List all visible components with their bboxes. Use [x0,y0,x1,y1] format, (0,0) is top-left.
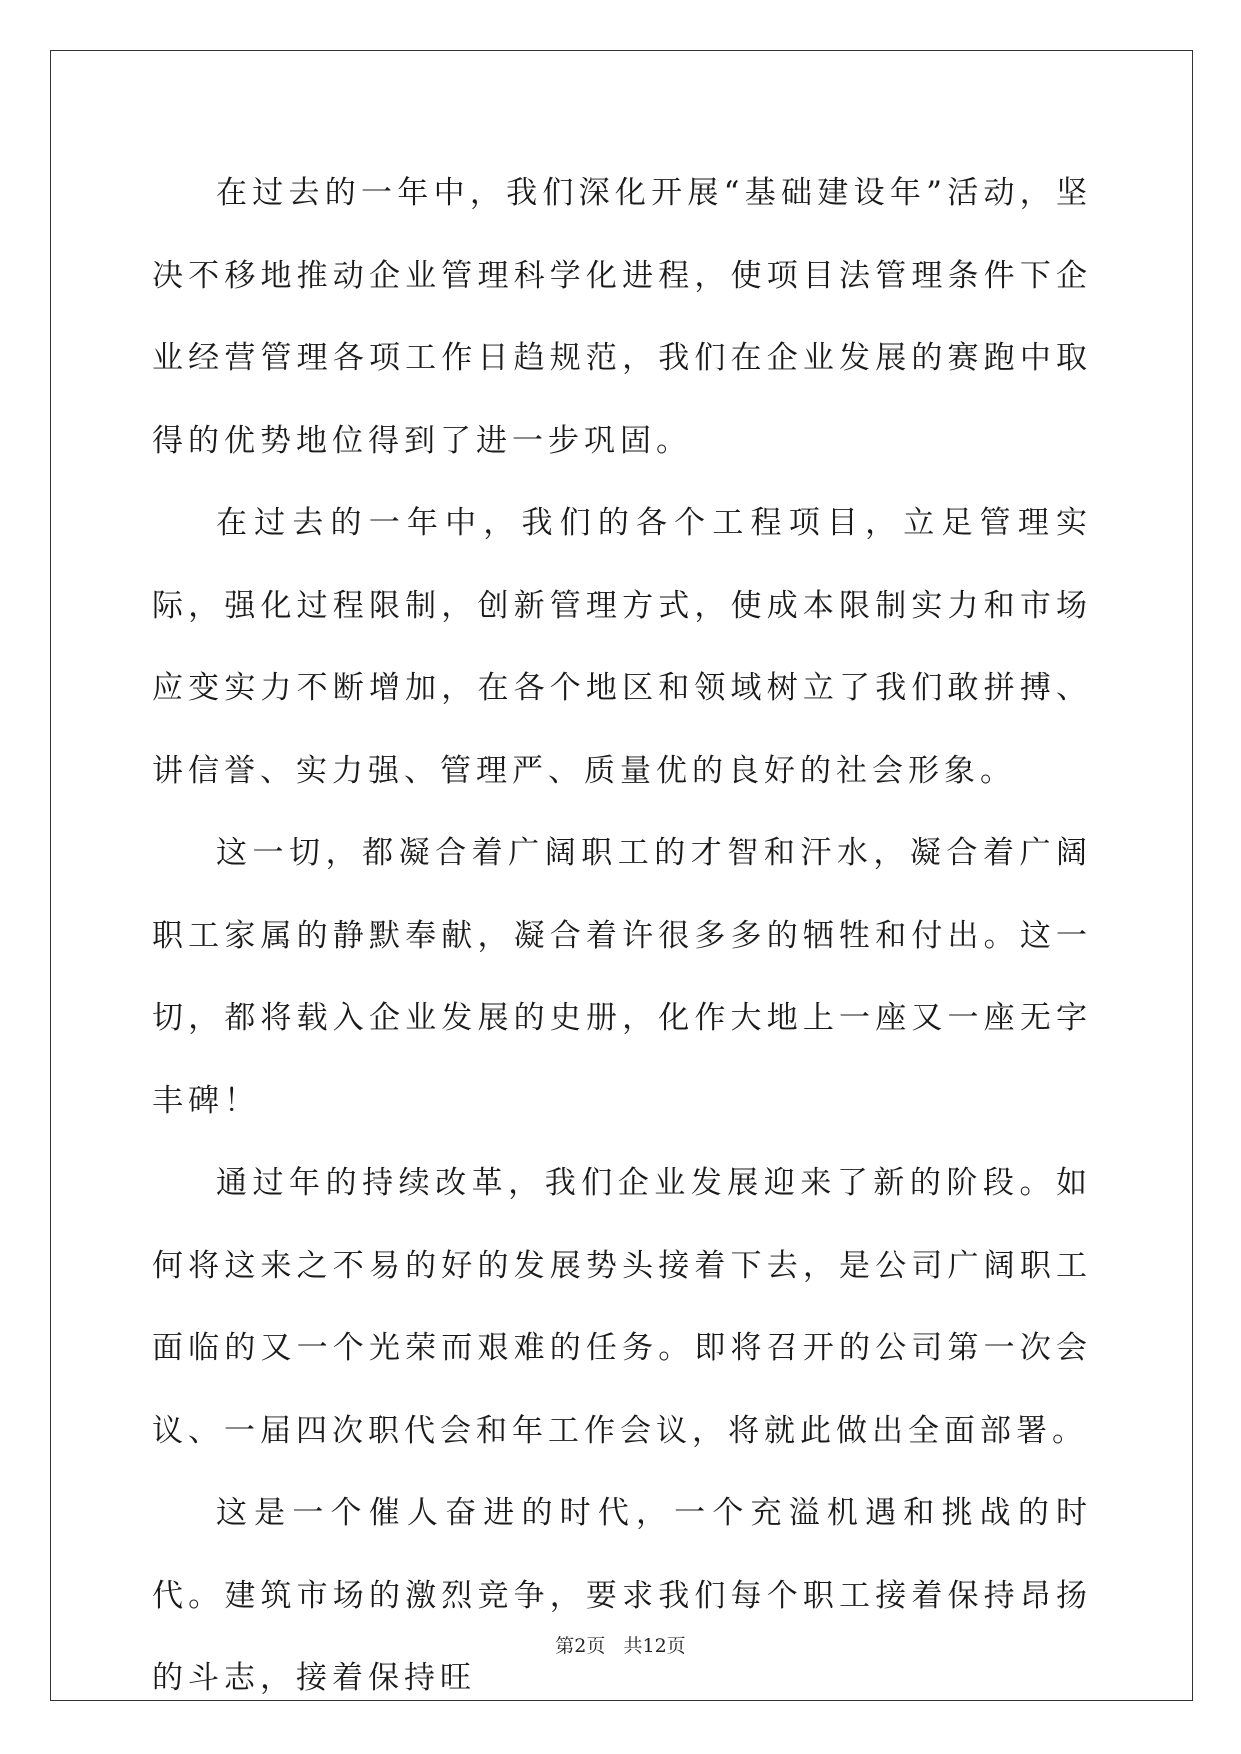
paragraph-3: 这一切，都凝合着广阔职工的才智和汗水，凝合着广阔职工家属的静默奉献，凝合着许很多多的牺牲和付出。这一切，都将载入企业发展的史册，化作大地上一座又一座无字丰碑！ [152,835,1092,1119]
document-body [152,152,1092,1720]
page-number: 第2页 共12页 [555,1635,686,1657]
paragraph-2: 在过去的一年中，我们的各个工程项目，立足管理实际，强化过程限制，创新管理方式，使成本限制实力和市场应变实力不断增加，在各个地区和领域树立了我们敢拼搏、讲信誉、实力强、管理严、质量优的良好的社会形象。 [152,505,1092,789]
paragraph-1: 在过去的一年中，我们深化开展“基础建设年”活动，坚决不移地推动企业管理科学化进程，使项目法管理条件下企业经营管理各项工作日趋规范，我们在企业发展的赛跑中取得的优势地位得到了进一步巩固。 [152,175,1092,459]
paragraph-5: 这是一个催人奋进的时代，一个充溢机遇和挑战的时代。建筑市场的激烈竞争，要求我们每个职工接着保持昂扬的斗志，接着保持旺 [152,1495,1092,1696]
paragraph-4: 通过年的持续改革，我们企业发展迎来了新的阶段。如何将这来之不易的好的发展势头接着下去，是公司广阔职工面临的又一个光荣而艰难的任务。即将召开的公司第一次会议、一届四次职代会和年工作会议，将就此做出全面部署。 [152,1165,1092,1449]
